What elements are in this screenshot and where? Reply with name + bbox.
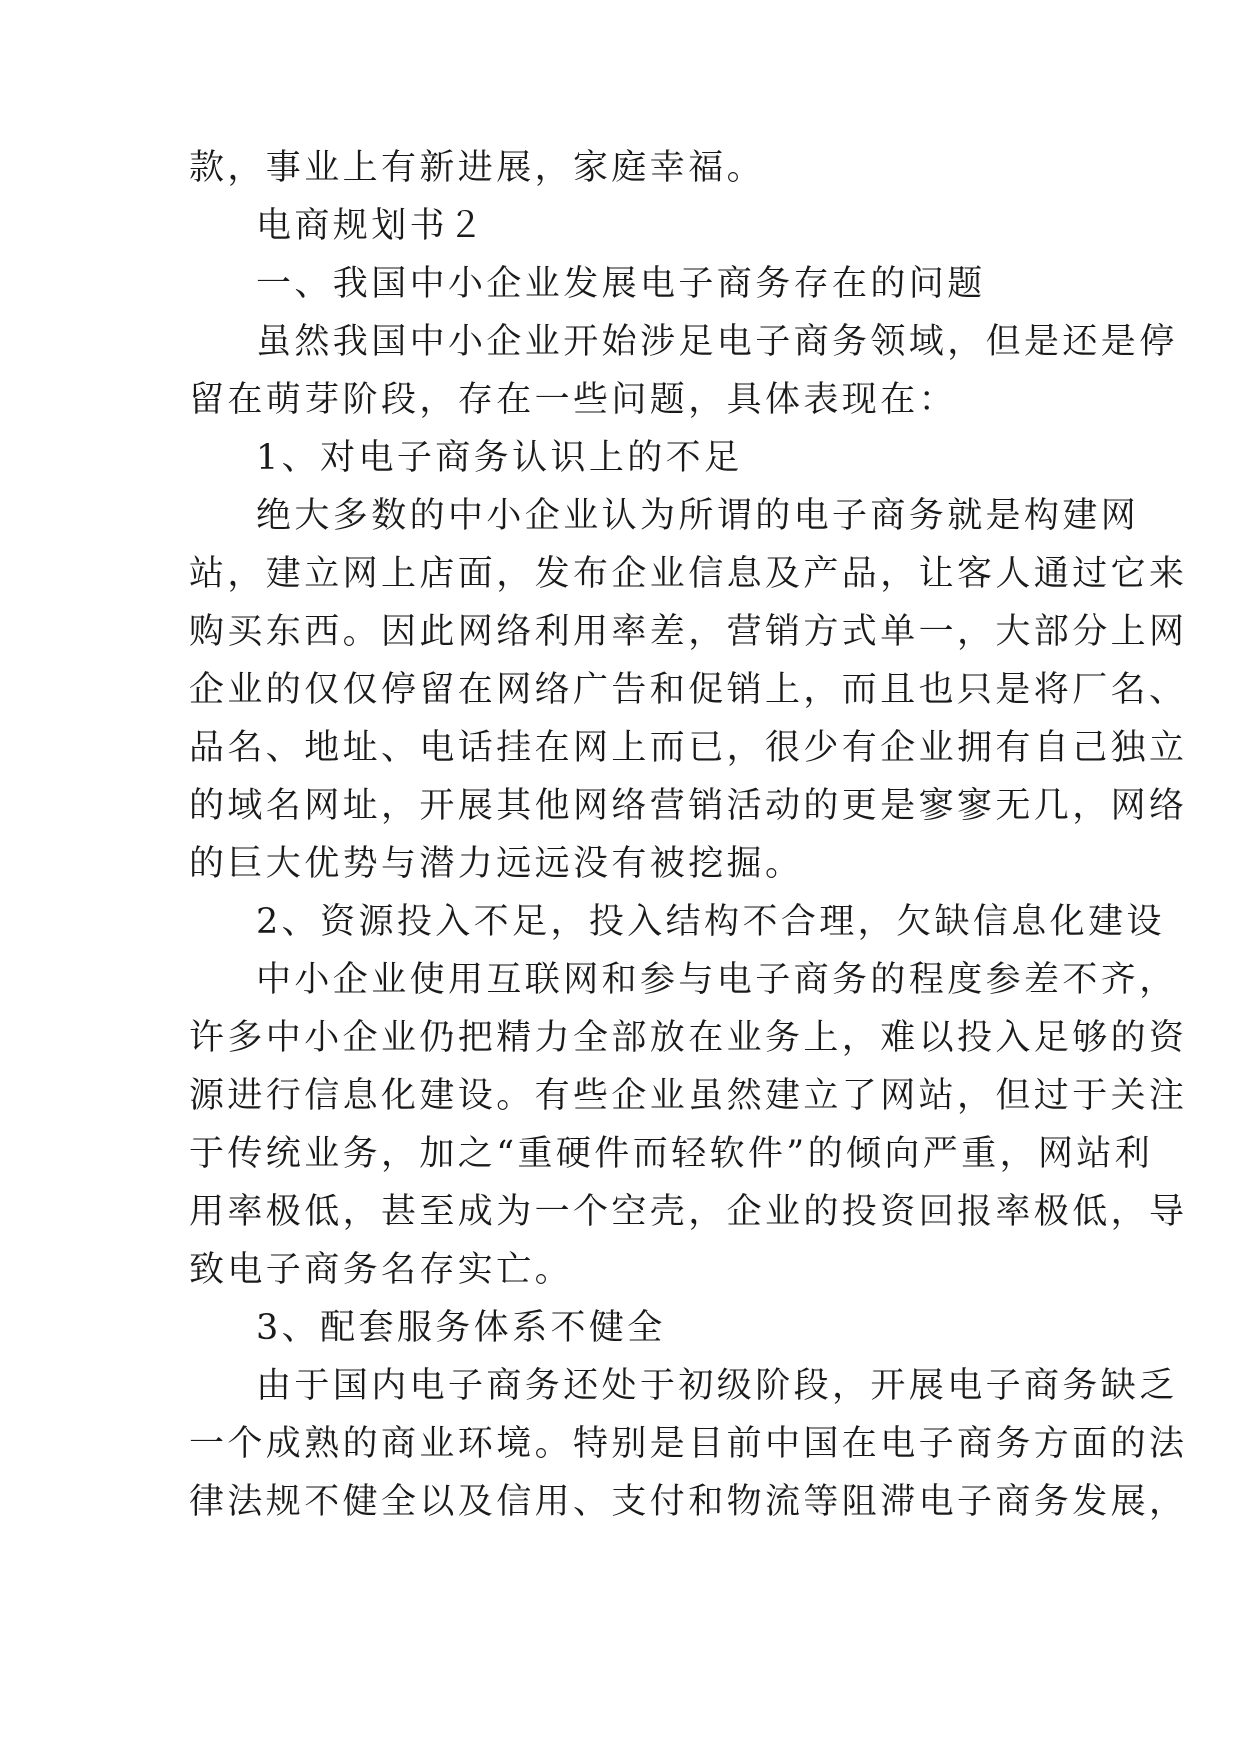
paragraph-line: 品名、地址、电话挂在网上而已，很少有企业拥有自己独立: [189, 728, 1188, 768]
paragraph-line: 企业的仅仅停留在网络广告和促销上，而且也只是将厂名、: [189, 670, 1188, 710]
subheading-3: 3、配套服务体系不健全: [256, 1308, 666, 1348]
paragraph-line: 于传统业务，加之“重硬件而轻软件”的倾向严重，网站利: [189, 1134, 1154, 1174]
paragraph-line: 虽然我国中小企业开始涉足电子商务领域，但是还是停: [256, 322, 1178, 362]
paragraph-line: 一个成熟的商业环境。特别是目前中国在电子商务方面的法: [189, 1424, 1188, 1464]
paragraph-line: 站，建立网上店面，发布企业信息及产品，让客人通过它来: [189, 554, 1188, 594]
paragraph-line: 中小企业使用互联网和参与电子商务的程度参差不齐，: [256, 960, 1178, 1000]
paragraph-line: 的巨大优势与潜力远远没有被挖掘。: [189, 844, 804, 884]
paragraph-line: 源进行信息化建设。有些企业虽然建立了网站，但过于关注: [189, 1076, 1188, 1116]
paragraph-line: 购买东西。因此网络利用率差，营销方式单一，大部分上网: [189, 612, 1188, 652]
heading-1: 一、我国中小企业发展电子商务存在的问题: [256, 264, 986, 304]
paragraph-line: 致电子商务名存实亡。: [189, 1250, 574, 1290]
subheading-2: 2、资源投入不足，投入结构不合理，欠缺信息化建设: [256, 902, 1165, 942]
section-title: 电商规划书２: [256, 206, 487, 246]
paragraph-line: 律法规不健全以及信用、支付和物流等阻滞电子商务发展，: [189, 1482, 1188, 1522]
paragraph-line: 的域名网址，开展其他网络营销活动的更是寥寥无几，网络: [189, 786, 1188, 826]
subheading-1: 1、对电子商务认识上的不足: [256, 438, 743, 478]
paragraph-line: 留在萌芽阶段，存在一些问题，具体表现在：: [189, 380, 958, 420]
paragraph-line: 许多中小企业仍把精力全部放在业务上，难以投入足够的资: [189, 1018, 1188, 1058]
paragraph-line: 由于国内电子商务还处于初级阶段，开展电子商务缺乏: [256, 1366, 1178, 1406]
paragraph-continuation: 款，事业上有新进展，家庭幸福。: [189, 148, 766, 188]
paragraph-line: 用率极低，甚至成为一个空壳，企业的投资回报率极低，导: [189, 1192, 1188, 1232]
paragraph-line: 绝大多数的中小企业认为所谓的电子商务就是构建网: [256, 496, 1140, 536]
